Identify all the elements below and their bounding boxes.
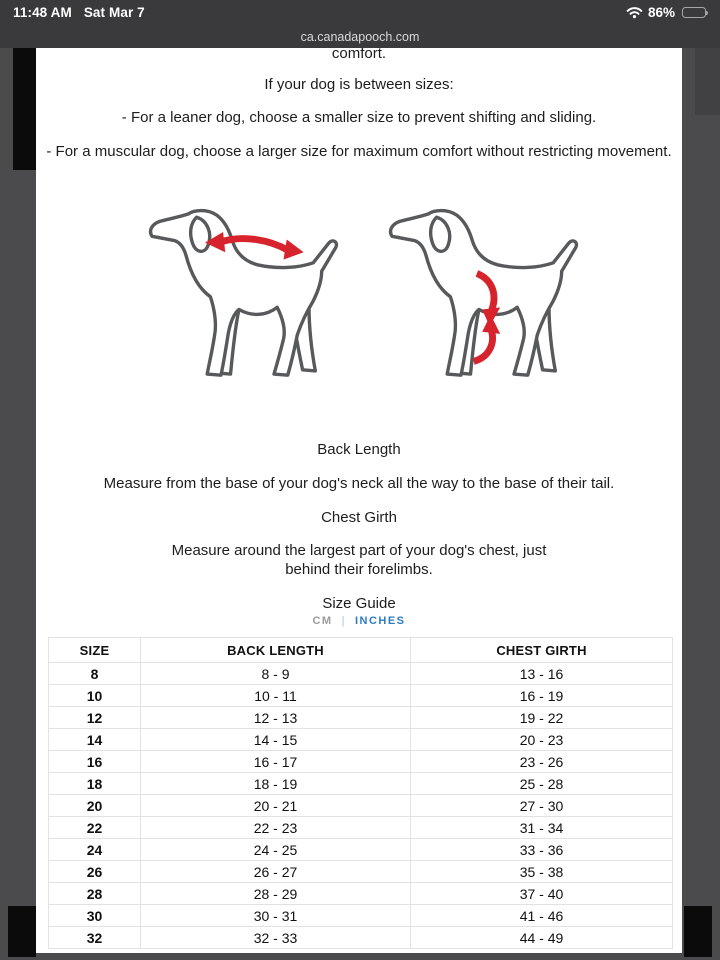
table-cell: 8 - 9: [141, 663, 411, 685]
table-cell: 37 - 40: [411, 883, 673, 905]
clock: 11:48 AM: [13, 5, 72, 20]
chest-girth-diagram-dog-icon: [373, 174, 585, 394]
table-row: [49, 927, 673, 949]
table-cell: 20: [49, 795, 141, 817]
table-cell: 35 - 38: [411, 861, 673, 883]
table-cell: 32 - 33: [141, 927, 411, 949]
browser-url-bar[interactable]: [0, 25, 720, 48]
column-header: CHEST GIRTH: [411, 638, 673, 663]
status-bar: [0, 0, 720, 25]
unit-inches-button[interactable]: INCHES: [354, 615, 406, 627]
table-cell: 25 - 28: [411, 773, 673, 795]
between-sizes-text: If your dog is between sizes:: [264, 76, 454, 93]
table-cell: 32: [49, 927, 141, 949]
table-cell: 30: [49, 905, 141, 927]
table-row: [49, 795, 673, 817]
table-cell: 10 - 11: [141, 685, 411, 707]
table-cell: 16: [49, 751, 141, 773]
url-text: ca.canadapooch.com: [300, 29, 420, 44]
table-cell: 26 - 27: [141, 861, 411, 883]
battery-icon: [682, 7, 706, 19]
table-cell: 13 - 16: [411, 663, 673, 685]
background-page-remnant: [684, 906, 712, 957]
table-cell: 10: [49, 685, 141, 707]
intro-fragment: comfort.: [331, 48, 387, 62]
table-cell: 44 - 49: [411, 927, 673, 949]
table-row: [49, 861, 673, 883]
browser-chrome: [0, 0, 720, 48]
unit-cm-button[interactable]: CM: [312, 615, 333, 627]
table-row: [49, 685, 673, 707]
table-cell: 33 - 36: [411, 839, 673, 861]
table-cell: 14 - 15: [141, 729, 411, 751]
table-cell: 27 - 30: [411, 795, 673, 817]
back-length-text: Measure from the base of your dog's neck all the way to the base of their tail.: [103, 475, 615, 492]
table-row: [49, 729, 673, 751]
size-guide-panel: [36, 48, 682, 953]
background-page-remnant: [695, 48, 720, 115]
tip-leaner: - For a leaner dog, choose a smaller size to prevent shifting and sliding.: [121, 109, 597, 126]
column-header: SIZE: [49, 638, 141, 663]
table-row: [49, 751, 673, 773]
back-length-diagram-dog-icon: [133, 174, 345, 394]
back-length-heading: Back Length: [317, 441, 401, 458]
table-cell: 12 - 13: [141, 707, 411, 729]
background-page-remnant: [8, 906, 36, 957]
unit-toggle: [36, 615, 682, 627]
table-cell: 19 - 22: [411, 707, 673, 729]
table-row: [49, 773, 673, 795]
table-cell: 20 - 23: [411, 729, 673, 751]
table-cell: 18 - 19: [141, 773, 411, 795]
wifi-icon: [626, 6, 643, 19]
battery-percent: 86%: [647, 5, 675, 20]
column-header: BACK LENGTH: [141, 638, 411, 663]
table-cell: 20 - 21: [141, 795, 411, 817]
table-cell: 22 - 23: [141, 817, 411, 839]
chest-girth-heading: Chest Girth: [321, 509, 397, 526]
table-cell: 22: [49, 817, 141, 839]
table-cell: 8: [49, 663, 141, 685]
table-cell: 31 - 34: [411, 817, 673, 839]
table-cell: 16 - 17: [141, 751, 411, 773]
measurement-diagrams: [36, 174, 682, 394]
size-table-body: [49, 663, 673, 949]
table-header-row: [49, 638, 673, 663]
table-cell: 12: [49, 707, 141, 729]
background-page-remnant: [13, 48, 36, 170]
size-guide-heading: Size Guide: [322, 595, 396, 612]
table-cell: 41 - 46: [411, 905, 673, 927]
status-date: Sat Mar 7: [83, 5, 145, 20]
table-cell: 26: [49, 861, 141, 883]
table-cell: 14: [49, 729, 141, 751]
table-row: [49, 883, 673, 905]
tip-muscular: - For a muscular dog, choose a larger size for maximum comfort without restricting movement.: [46, 143, 672, 160]
table-cell: 30 - 31: [141, 905, 411, 927]
table-cell: 28: [49, 883, 141, 905]
size-table: [48, 637, 673, 949]
table-cell: 18: [49, 773, 141, 795]
table-row: [49, 707, 673, 729]
table-cell: 28 - 29: [141, 883, 411, 905]
table-cell: 24 - 25: [141, 839, 411, 861]
chest-girth-text: Measure around the largest part of your dog's chest, just behind their forelimbs.: [171, 542, 547, 578]
table-row: [49, 817, 673, 839]
table-cell: 16 - 19: [411, 685, 673, 707]
table-row: [49, 905, 673, 927]
table-row: [49, 839, 673, 861]
table-cell: 23 - 26: [411, 751, 673, 773]
size-table-header: [49, 638, 673, 663]
unit-separator: |: [341, 615, 346, 627]
table-row: [49, 663, 673, 685]
table-cell: 24: [49, 839, 141, 861]
